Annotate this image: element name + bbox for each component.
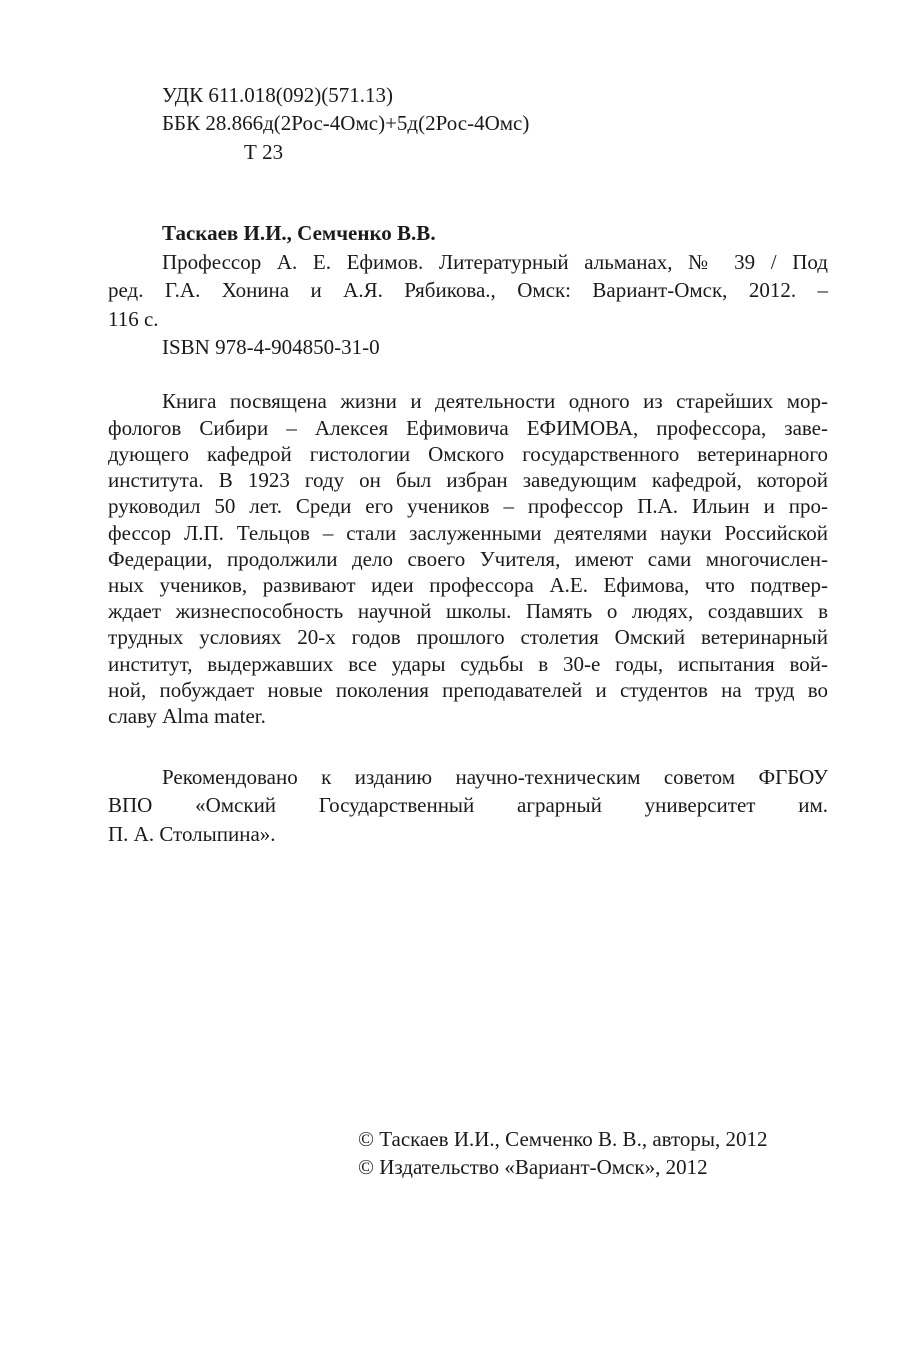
annotation-line: ных учеников, развивают идеи профессора А.Е. Ефимова, что подтвер- bbox=[108, 573, 828, 597]
annotation-line: института. В 1923 году он был избран заведующим кафедрой, которой bbox=[108, 468, 828, 492]
udk-code: УДК 611.018(092)(571.13) bbox=[162, 83, 394, 107]
bibliography-line: Профессор А. Е. Ефимов. Литературный альманах, № 39 / Под bbox=[162, 250, 828, 274]
annotation-line: дующего кафедрой гистологии Омского государственного ветеринарного bbox=[108, 442, 828, 466]
annotation-line: руководил 50 лет. Среди его учеников – профессор П.А. Ильин и про- bbox=[108, 494, 828, 518]
annotation-line: славу Alma mater. bbox=[108, 704, 266, 728]
author-mark: Т 23 bbox=[244, 140, 284, 164]
recommendation-line: П. А. Столыпина». bbox=[108, 822, 276, 846]
recommendation-line: Рекомендовано к изданию научно-техническим советом ФГБОУ bbox=[162, 765, 828, 789]
bibliography-line: 116 с. bbox=[108, 307, 159, 331]
annotation-line: фессор Л.П. Тельцов – стали заслуженными деятелями науки Российской bbox=[108, 521, 828, 545]
annotation-line: Федерации, продолжили дело своего Учителя, имеют сами многочислен- bbox=[108, 547, 828, 571]
recommendation-line: ВПО «Омский Государственный аграрный университет им. bbox=[108, 793, 828, 817]
annotation-line: ждает жизнеспособность научной школы. Память о людях, создавших в bbox=[108, 599, 828, 623]
copyright-publisher: © Издательство «Вариант-Омск», 2012 bbox=[358, 1155, 708, 1179]
authors-heading: Таскаев И.И., Семченко В.В. bbox=[162, 221, 436, 245]
bibliography-line: ред. Г.А. Хонина и А.Я. Рябикова., Омск: Вариант-Омск, 2012. – bbox=[108, 278, 828, 302]
isbn: ISBN 978-4-904850-31-0 bbox=[162, 335, 380, 359]
annotation-line: трудных условиях 20-х годов прошлого столетия Омский ветеринарный bbox=[108, 625, 828, 649]
copyright-authors: © Таскаев И.И., Семченко В. В., авторы, 2012 bbox=[358, 1127, 768, 1151]
annotation-line: Книга посвящена жизни и деятельности одного из старейших мор- bbox=[162, 389, 828, 413]
annotation-line: институт, выдержавших все удары судьбы в 30-е годы, испытания вой- bbox=[108, 652, 828, 676]
annotation-line: ной, побуждает новые поколения преподавателей и студентов на труд во bbox=[108, 678, 828, 702]
bbk-code: ББК 28.866д(2Рос-4Омс)+5д(2Рос-4Омс) bbox=[162, 111, 530, 135]
annotation-line: фологов Сибири – Алексея Ефимовича ЕФИМОВА, профессора, заве- bbox=[108, 416, 828, 440]
